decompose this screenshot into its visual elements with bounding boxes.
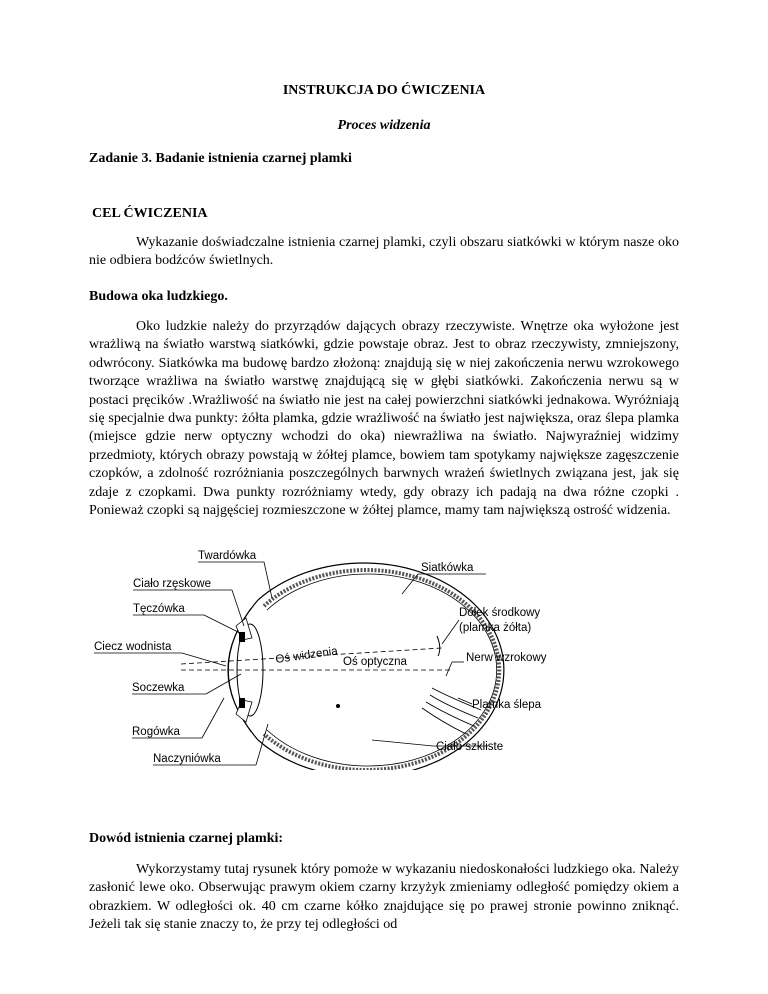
eye-diagram — [86, 548, 606, 770]
structure-heading: Budowa oka ludzkiego. — [89, 289, 228, 304]
structure-paragraph: Oko ludzkie należy do przyrządów dających obrazy rzeczywiste. Wnętrze oka wyłożone jest wrażliwą na światło warstwą siatkówki, gdzie powstaje obraz. Jest to obraz rzeczywisty, zmniejszony, odwrócony. Siatkówka ma budowę bardzo złożoną: znajdują się w niej zakończenia nerwu wzrokowego tworzące wrażliwa na światło warstwę znajdującą się w głębi siatkówki. Zakończenia nerwu są w postaci pręcików .Wrażliwość na światło nie jest na całej powierzchni siatkówki jednakowa. Wyróżniają się specjalnie dwa punkty: żółta plamka, gdzie wrażliwość na światło jest największa, oraz ślepa plamka (miejsce gdzie nerw optyczny wchodzi do oka) niewrażliwa na światło. Najwyraźniej widzimy przedmioty, których obrazy powstają w żółtej plamce, bowiem tam spotykamy największe zagęszczenie czopków, a zdolność rozróżniania poszczególnych barwnych wrażeń świetlnych związana jest, jak się zdaje z czopkami. Dwa punkty rozróżniamy wtedy, gdy obrazy ich padają na dwa różne czopki . Ponieważ czopki są najgęściej rozmieszczone w żółtej plamce, mamy tam największą ostrość widzenia. — [89, 319, 679, 519]
proof-paragraph: Wykorzystamy tutaj rysunek który pomoże w wykazaniu niedoskonałości ludzkiego oka. Należy zasłonić lewe oko. Obserwując prawym okiem czarny krzyżyk zmieniamy odległość pomiędzy okiem a obrazkiem. W odległości ok. 40 cm czarne kółko znajdujące się po prawej stronie powinno zniknąć. Jeżeli tak się stanie znaczy to, że przy tej odległości od — [89, 862, 679, 933]
label-cialo-rzeskowe: Ciało rzęskowe — [133, 578, 211, 590]
optic-nerve — [422, 688, 481, 734]
label-ciecz-wodnista: Ciecz wodnista — [94, 641, 172, 653]
label-nerw-wzrokowy: Nerw wzrokowy — [466, 652, 547, 664]
label-dolek-srodkowy: Dołek środkowy — [459, 607, 541, 619]
label-soczewka: Soczewka — [132, 682, 185, 694]
label-siatkowka: Siatkówka — [421, 562, 474, 574]
label-teczowka: Tęczówka — [133, 603, 185, 615]
label-os-widzenia: Oś widzenia — [274, 645, 339, 666]
goal-paragraph: Wykazanie doświadczalne istnienia czarnej plamki, czyli obszaru siatkówki w którym nasze oko nie odbiera bodźców świetlnych. — [89, 235, 679, 269]
proof-heading: Dowód istnienia czarnej plamki: — [89, 831, 284, 846]
label-rogowka: Rogówka — [132, 726, 180, 738]
label-os-optyczna: Oś optyczna — [343, 656, 407, 668]
label-plamka-slepa: Plamka ślepa — [472, 699, 542, 711]
label-cialo-szkliste: Ciało szkliste — [436, 741, 504, 753]
label-twardowka: Twardówka — [198, 550, 257, 562]
goal-heading: CEL ĆWICZENIA — [92, 206, 208, 221]
label-plamka-zolta: (plamka żółta) — [459, 622, 532, 634]
task-heading: Zadanie 3. Badanie istnienia czarnej plamki — [89, 151, 352, 166]
label-naczyniowka: Naczyniówka — [153, 753, 221, 765]
document-title: INSTRUKCJA DO ĆWICZENIA — [282, 83, 486, 98]
document-subtitle: Proces widzenia — [337, 118, 431, 133]
